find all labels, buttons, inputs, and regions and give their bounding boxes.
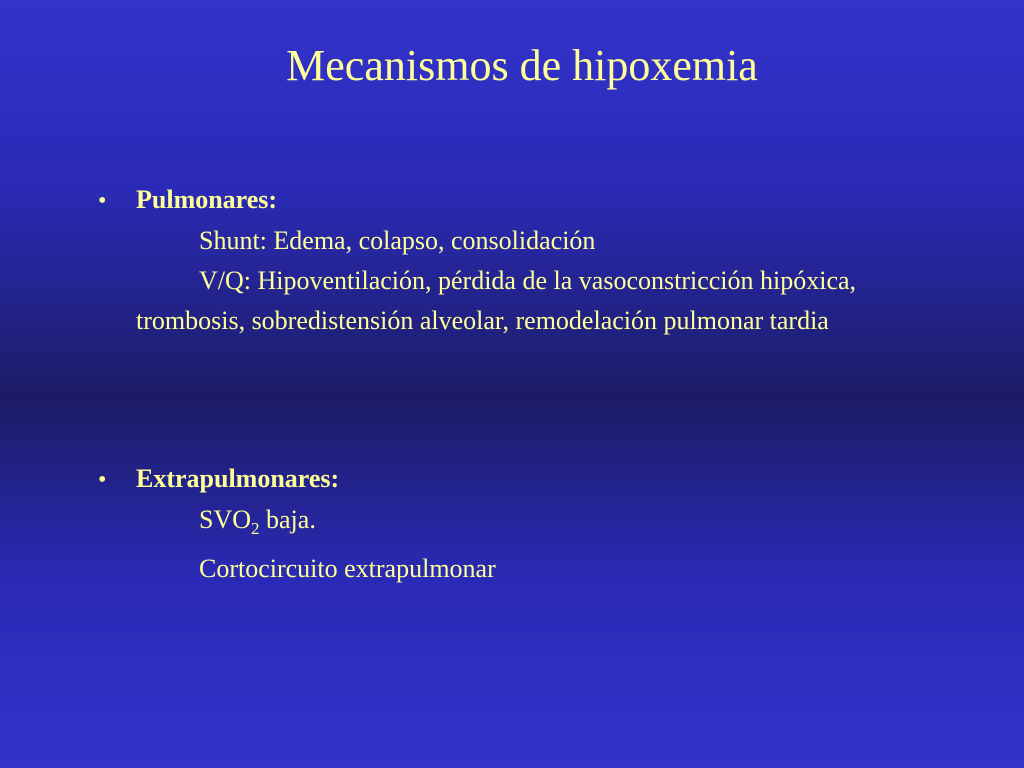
bullet-dot-icon: •: [98, 188, 107, 214]
svo-subscript: 2: [251, 519, 260, 538]
bullet-section-extrapulmonares: [98, 459, 958, 589]
bullet-section-pulmonares: [98, 180, 958, 341]
slide-title: Mecanismos de hipoxemia: [286, 41, 758, 90]
sub-item-vq: V/Q: Hipoventilación, pérdida de la vasoconstricción hipóxica, trombosis, sobredistensión alveolar, remodelación pulmonar tardia: [136, 266, 857, 335]
sub-item-shunt: Shunt: Edema, colapso, consolidación: [199, 226, 596, 255]
sub-item-cortocircuito: Cortocircuito extrapulmonar: [199, 554, 496, 583]
sub-item-svo2: [136, 500, 958, 549]
bullet-heading-extrapulmonares: Extrapulmonares:: [136, 464, 340, 493]
bullet-dot-icon: •: [98, 467, 107, 493]
svo-text: SVO: [199, 505, 252, 534]
bullet-extrapulmonares: [98, 459, 958, 500]
svo-rest-text: baja.: [259, 505, 316, 534]
bullet-pulmonares: [98, 180, 958, 221]
bullet-heading-pulmonares: Pulmonares:: [136, 185, 278, 214]
